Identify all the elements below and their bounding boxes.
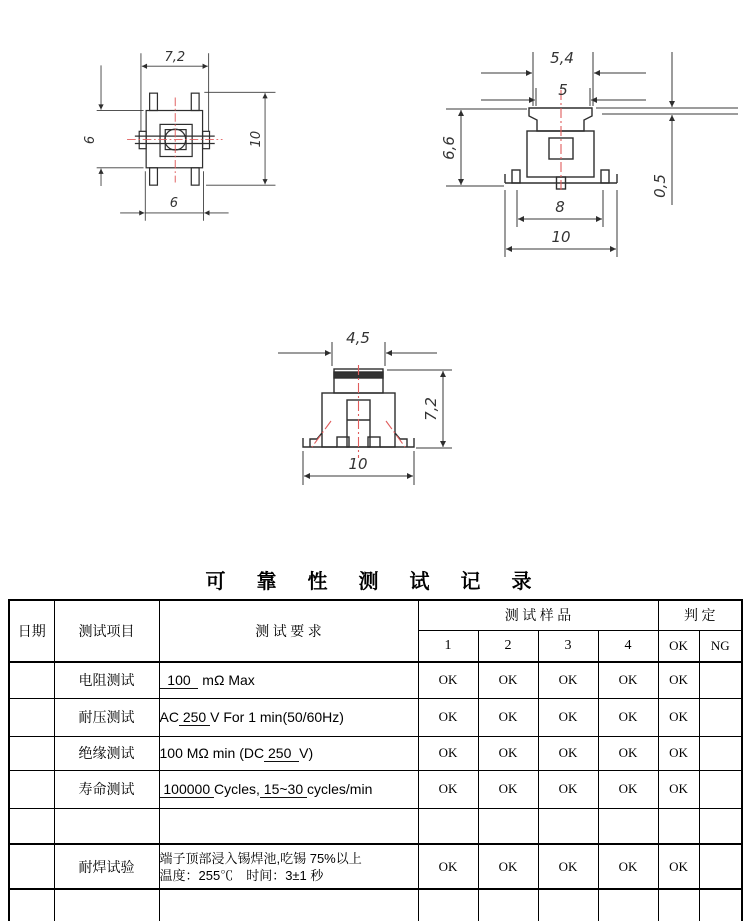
sample-result-2 <box>478 889 538 921</box>
table-row <box>9 698 742 736</box>
ok-cell: OK <box>658 698 699 736</box>
sample-result-4 <box>598 808 658 844</box>
dim-label: 8 <box>555 198 565 216</box>
item-cell: 寿命测试 <box>54 770 159 808</box>
sample-result-3: OK <box>538 736 598 770</box>
ng-cell <box>699 808 742 844</box>
date-cell <box>9 662 54 698</box>
page-title: 可 靠 性 测 试 记 录 <box>205 571 545 593</box>
ok-cell: OK <box>658 662 699 698</box>
requirement-cell <box>159 808 418 844</box>
date-cell <box>9 808 54 844</box>
sample-result-3: OK <box>538 698 598 736</box>
header-sample-3: 3 <box>538 630 598 662</box>
table-row <box>9 889 742 921</box>
sample-result-3 <box>538 889 598 921</box>
header-ng: NG <box>699 630 742 662</box>
sample-result-1: OK <box>418 662 478 698</box>
sample-result-2: OK <box>478 736 538 770</box>
ok-cell: OK <box>658 770 699 808</box>
dim-label: 10 <box>551 228 571 246</box>
sample-result-4: OK <box>598 662 658 698</box>
date-cell <box>9 736 54 770</box>
sample-result-3: OK <box>538 662 598 698</box>
dim-label: 5 <box>558 81 568 99</box>
dim-label: 10 <box>248 130 264 148</box>
dim-label: 0,5 <box>651 174 669 198</box>
sample-result-2: OK <box>478 844 538 889</box>
front-view-drawing <box>260 325 490 495</box>
item-cell: 电阻测试 <box>54 662 159 698</box>
dim-label: 6,6 <box>440 136 458 160</box>
header-ok: OK <box>658 630 699 662</box>
ok-cell <box>658 889 699 921</box>
ng-cell <box>699 662 742 698</box>
ok-cell: OK <box>658 736 699 770</box>
dim-label: 6 <box>83 135 99 145</box>
reliability-test-table <box>8 599 743 921</box>
side-view-drawing <box>440 35 745 270</box>
sample-result-1: OK <box>418 736 478 770</box>
sample-result-3 <box>538 808 598 844</box>
header-samples: 测 试 样 品 <box>418 600 658 630</box>
ng-cell <box>699 889 742 921</box>
table-row <box>9 662 742 698</box>
dim-label: 7,2 <box>164 50 186 66</box>
ng-cell <box>699 770 742 808</box>
sample-result-3: OK <box>538 770 598 808</box>
sample-result-2: OK <box>478 698 538 736</box>
sample-result-1: OK <box>418 698 478 736</box>
dim-label: 10 <box>348 455 368 473</box>
sample-result-4: OK <box>598 844 658 889</box>
ok-cell <box>658 808 699 844</box>
ok-cell: OK <box>658 844 699 889</box>
ng-cell <box>699 736 742 770</box>
sample-result-1: OK <box>418 844 478 889</box>
requirement-cell: 端子顶部浸入锡焊池,吃锡 75%以上 温度：255℃ 时间：3±1 秒 <box>159 844 418 889</box>
center-lines <box>312 365 405 458</box>
header-sample-1: 1 <box>418 630 478 662</box>
date-cell <box>9 889 54 921</box>
sample-result-2: OK <box>478 770 538 808</box>
date-cell <box>9 770 54 808</box>
sample-result-1: OK <box>418 770 478 808</box>
sample-result-2: OK <box>478 662 538 698</box>
requirement-cell: 100000 Cycles, 15~30 cycles/min <box>159 770 418 808</box>
top-view-drawing <box>60 35 300 265</box>
sample-result-4: OK <box>598 736 658 770</box>
ng-cell <box>699 698 742 736</box>
ng-cell <box>699 844 742 889</box>
table-row <box>9 736 742 770</box>
item-cell <box>54 889 159 921</box>
header-judgment: 判 定 <box>658 600 742 630</box>
sample-result-4: OK <box>598 698 658 736</box>
dim-label: 5,4 <box>550 49 574 67</box>
header-date: 日期 <box>9 600 54 662</box>
table-row <box>9 844 742 889</box>
requirement-cell: AC 250 V For 1 min(50/60Hz) <box>159 698 418 736</box>
sample-result-3: OK <box>538 844 598 889</box>
dim-label: 7,2 <box>422 397 440 421</box>
sample-result-2 <box>478 808 538 844</box>
sample-result-1 <box>418 808 478 844</box>
sample-result-4: OK <box>598 770 658 808</box>
header-sample-4: 4 <box>598 630 658 662</box>
header-item: 测试项目 <box>54 600 159 662</box>
dim-label: 4,5 <box>346 329 370 347</box>
date-cell <box>9 844 54 889</box>
dim-label: 6 <box>169 195 179 211</box>
header-sample-2: 2 <box>478 630 538 662</box>
requirement-cell <box>159 889 418 921</box>
item-cell <box>54 808 159 844</box>
header-requirement: 测 试 要 求 <box>159 600 418 662</box>
requirement-cell: 100 mΩ Max <box>159 662 418 698</box>
table-row <box>9 808 742 844</box>
sample-result-4 <box>598 889 658 921</box>
sample-result-1 <box>418 889 478 921</box>
table-row <box>9 770 742 808</box>
item-cell: 绝缘测试 <box>54 736 159 770</box>
item-cell: 耐焊试验 <box>54 844 159 889</box>
item-cell: 耐压测试 <box>54 698 159 736</box>
requirement-cell: 100 MΩ min (DC 250 V) <box>159 736 418 770</box>
date-cell <box>9 698 54 736</box>
